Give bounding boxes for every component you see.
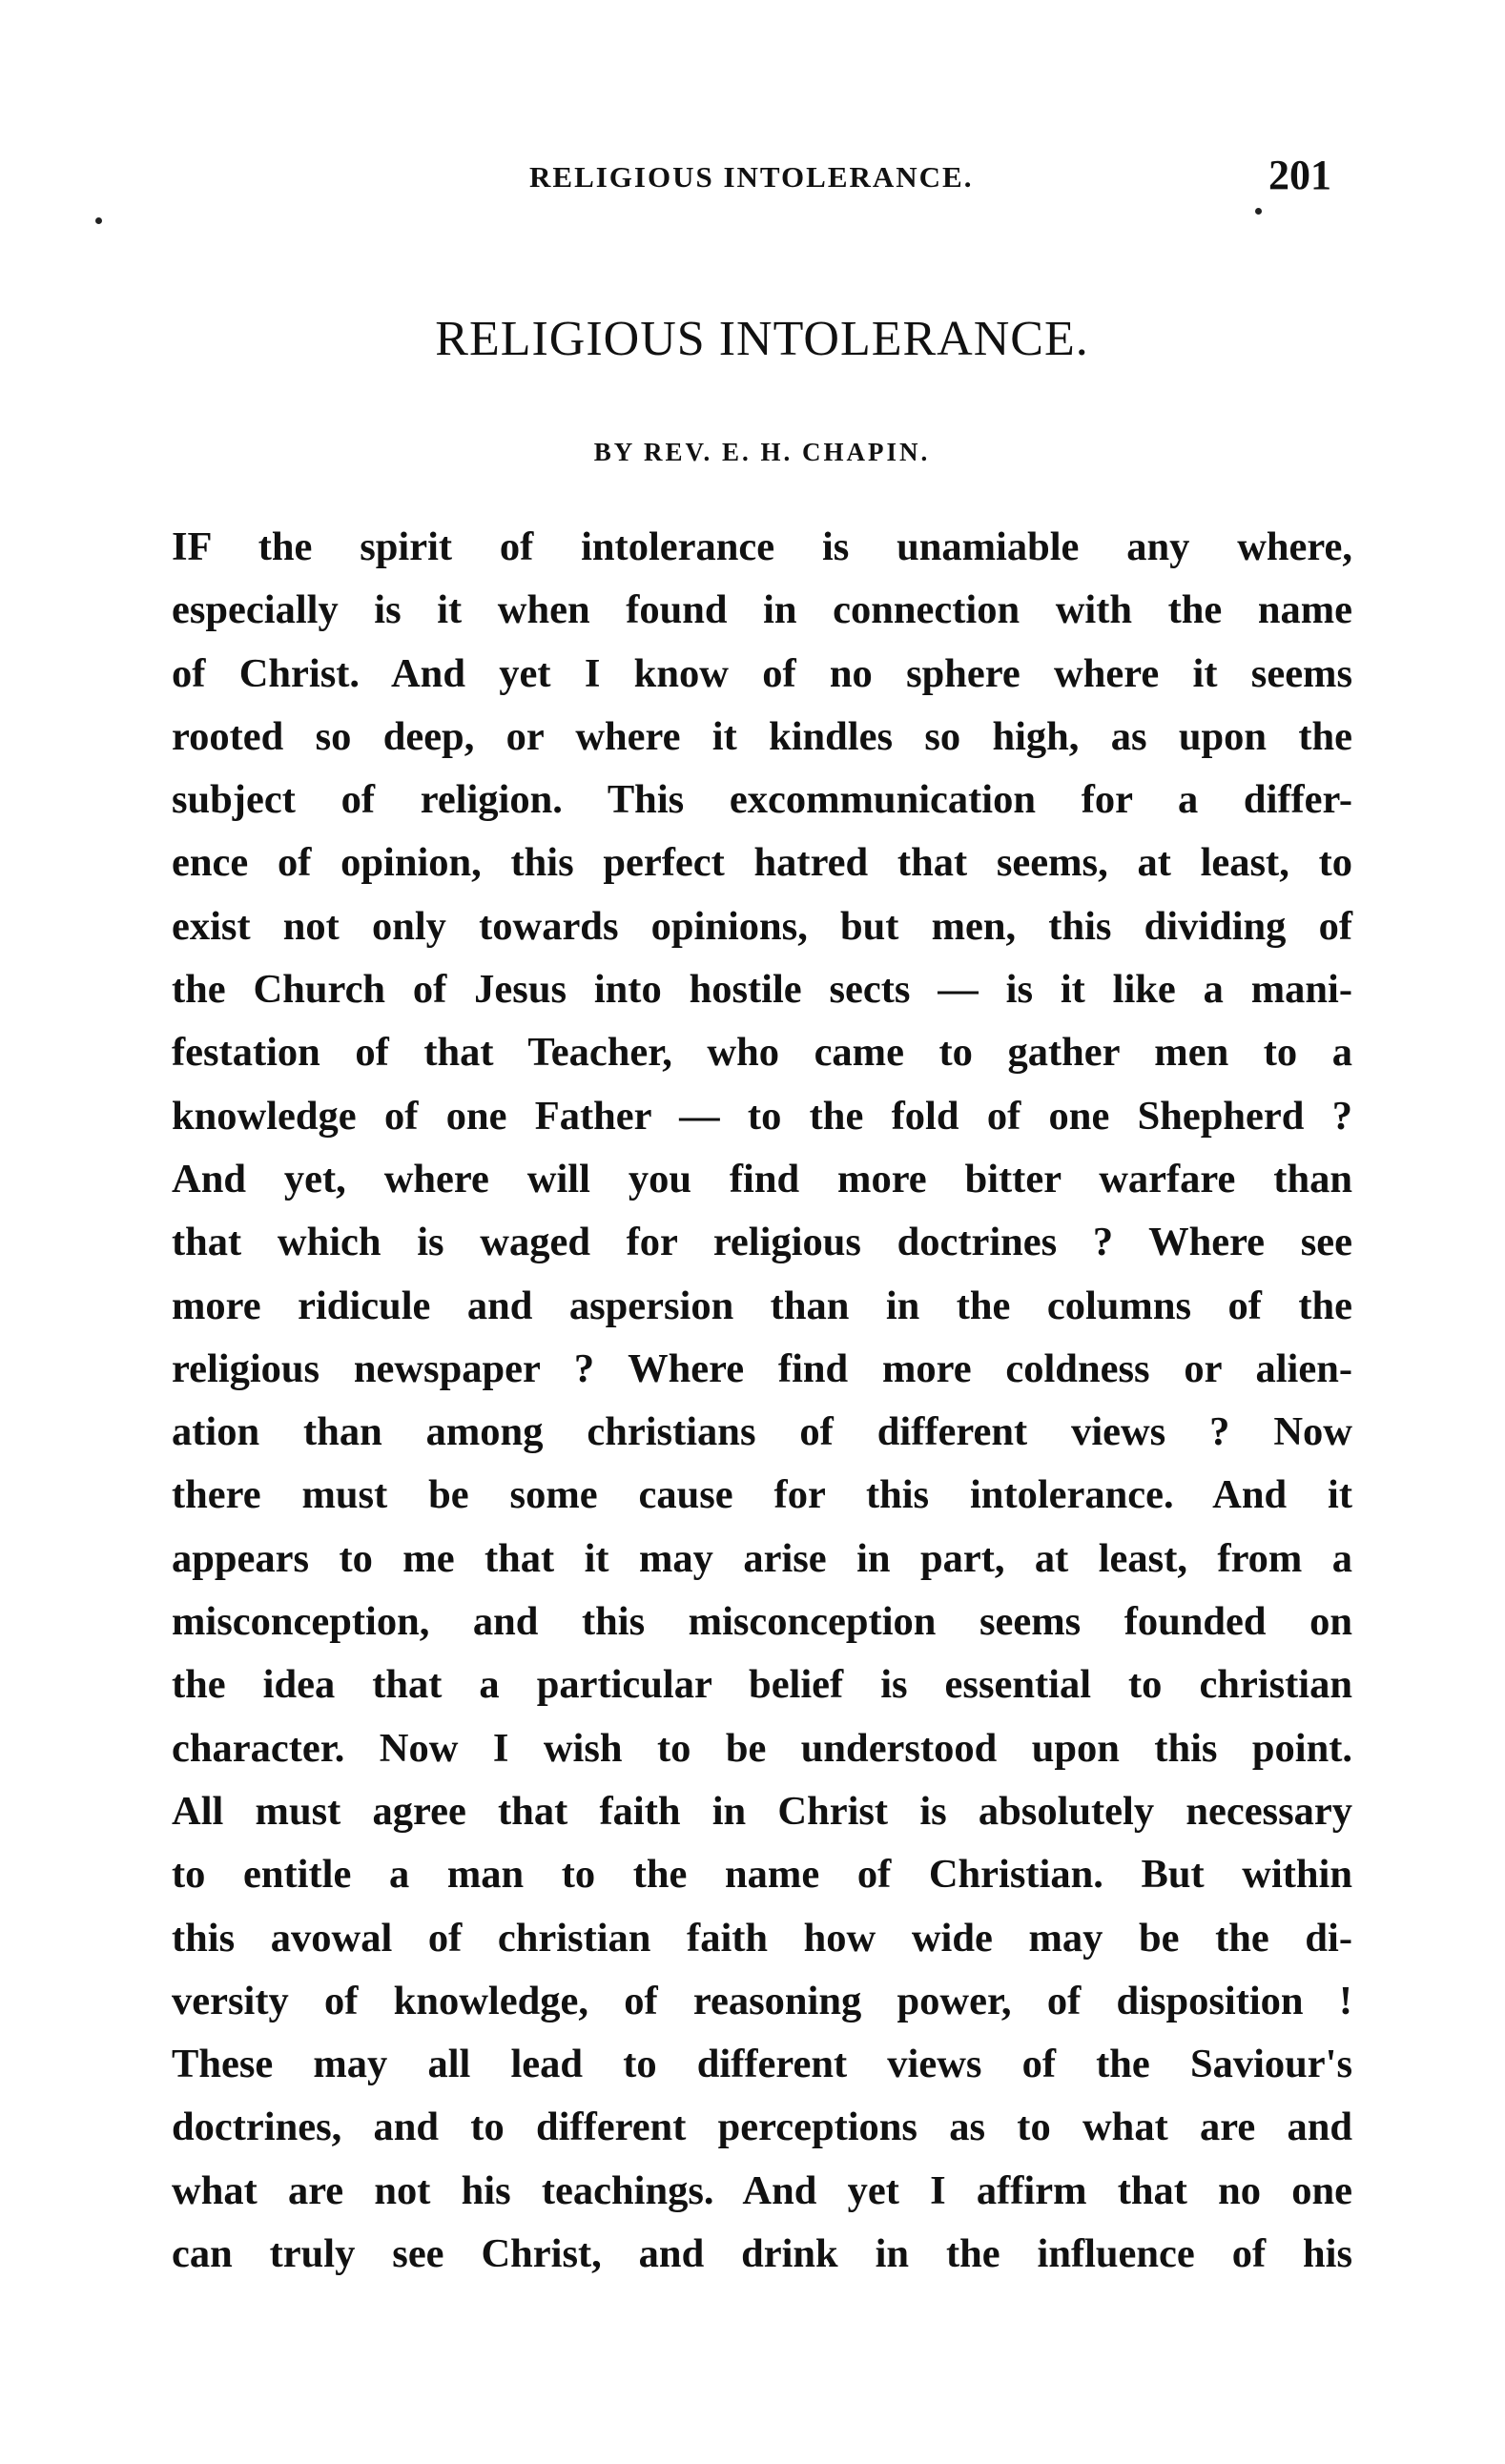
text-line: religious newspaper ? Where find more coldness or alien- bbox=[172, 1345, 1352, 1391]
text-line: what are not his teachings. And yet I affirm that no one bbox=[172, 2167, 1352, 2213]
text-line: that which is waged for religious doctrines ? Where see bbox=[172, 1220, 1352, 1265]
text-line: can truly see Christ, and drink in the influence of his bbox=[172, 2231, 1352, 2277]
text-line: this avowal of christian faith how wide may be the di- bbox=[172, 1915, 1352, 1961]
text-line: IF the spirit of intolerance is unamiable any where, bbox=[172, 524, 1352, 569]
article-title: RELIGIOUS INTOLERANCE. bbox=[435, 312, 1089, 366]
ink-speck bbox=[1255, 208, 1262, 215]
text-line: more ridicule and aspersion than in the columns of the bbox=[172, 1283, 1352, 1328]
text-line: knowledge of one Father — to the fold of one Shepherd ? bbox=[172, 1093, 1352, 1139]
text-line: versity of knowledge, of reasoning power, of disposition ! bbox=[172, 1978, 1352, 2023]
text-line: subject of religion. This excommunication for a differ- bbox=[172, 777, 1352, 823]
text-line: appears to me that it may arise in part, at least, from a bbox=[172, 1535, 1352, 1581]
text-line: of Christ. And yet I know of no sphere where it seems bbox=[172, 650, 1352, 696]
page-number: 201 bbox=[1268, 152, 1331, 198]
text-line: there must be some cause for this intolerance. And it bbox=[172, 1472, 1352, 1518]
text-line: All must agree that faith in Christ is absolutely necessary bbox=[172, 1788, 1352, 1834]
text-line: to entitle a man to the name of Christian. But within bbox=[172, 1852, 1352, 1898]
text-line: character. Now I wish to be understood upon this point. bbox=[172, 1725, 1352, 1771]
text-line: rooted so deep, or where it kindles so high, as upon the bbox=[172, 713, 1352, 759]
text-line: And yet, where will you find more bitter warfare than bbox=[172, 1156, 1352, 1201]
text-line: especially is it when found in connection with the name bbox=[172, 587, 1352, 633]
text-line: the Church of Jesus into hostile sects — is it like a mani- bbox=[172, 967, 1352, 1013]
running-head: RELIGIOUS INTOLERANCE. bbox=[529, 160, 974, 194]
text-line: ation than among christians of different views ? Now bbox=[172, 1409, 1352, 1455]
text-line: doctrines, and to different perceptions as to what are and bbox=[172, 2105, 1352, 2150]
text-line: exist not only towards opinions, but men, this dividing of bbox=[172, 903, 1352, 949]
article-body bbox=[172, 516, 1352, 2286]
article-byline: BY REV. E. H. CHAPIN. bbox=[593, 438, 931, 466]
text-line: the idea that a particular belief is essential to christian bbox=[172, 1662, 1352, 1708]
ink-speck bbox=[95, 217, 102, 224]
text-line: These may all lead to different views of the Saviour's bbox=[172, 2042, 1352, 2087]
text-line: festation of that Teacher, who came to gather men to a bbox=[172, 1030, 1352, 1076]
text-line: ence of opinion, this perfect hatred that seems, at least, to bbox=[172, 840, 1352, 886]
text-line: misconception, and this misconception seems founded on bbox=[172, 1599, 1352, 1645]
